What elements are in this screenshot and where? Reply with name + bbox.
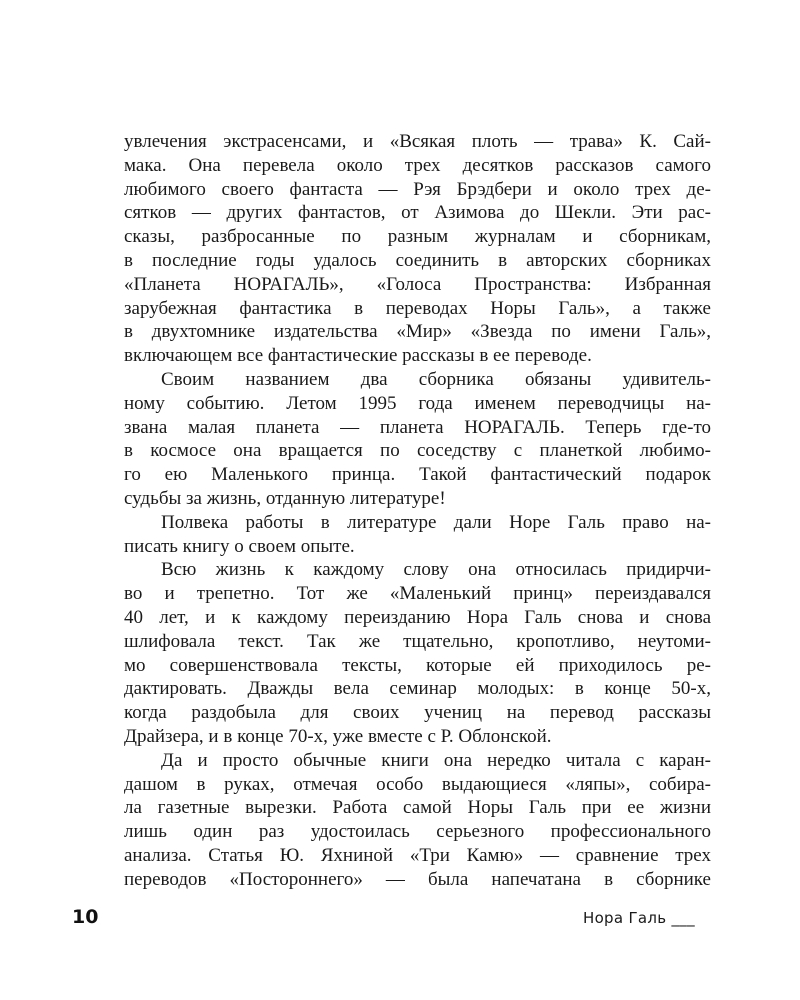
text-line: мака. Она перевела около трех десятков рассказов самого	[124, 154, 711, 176]
text-line: дактировать. Дважды вела семинар молодых: в конце 50-х,	[124, 678, 711, 700]
body-text	[124, 130, 711, 892]
text-line: включающем все фантастические рассказы в ее переводе.	[124, 345, 592, 367]
text-line: Своим названием два сборника обязаны удивитель-	[161, 368, 711, 390]
text-line: шлифовала текст. Так же тщательно, кропотливо, неутоми-	[124, 630, 711, 652]
text-line: 40 лет, и к каждому переизданию Нора Галь снова и снова	[124, 606, 711, 628]
text-line: сказы, разбросанные по разным журналам и сборникам,	[124, 226, 711, 248]
text-line: ному событию. Летом 1995 года именем переводчицы на-	[124, 392, 711, 414]
text-line: во и трепетно. Тот же «Маленький принц» переиздавался	[124, 583, 711, 605]
text-line: го ею Маленького принца. Такой фантастический подарок	[124, 464, 711, 486]
text-line: писать книгу о своем опыте.	[124, 535, 355, 557]
text-line: судьбы за жизнь, отданную литературе!	[124, 487, 446, 509]
text-line: в двухтомнике издательства «Мир» «Звезда по имени Галь»,	[124, 321, 711, 343]
page-number: 10	[72, 906, 99, 928]
running-head: Нора Галь ___	[583, 909, 695, 927]
text-line: «Планета НОРАГАЛЬ», «Голоса Пространства: Избранная	[124, 273, 711, 295]
text-line: Полвека работы в литературе дали Норе Галь право на-	[161, 511, 711, 533]
text-line: Драйзера, и в конце 70-х, уже вместе с Р. Облонской.	[124, 725, 552, 747]
text-line: сятков — других фантастов, от Азимова до Шекли. Эти рас-	[124, 202, 711, 224]
text-line: Да и просто обычные книги она нередко читала с каран-	[161, 749, 711, 771]
text-line: увлечения экстрасенсами, и «Всякая плоть — трава» К. Сай-	[124, 131, 711, 152]
text-line: в космосе она вращается по соседству с планеткой любимо-	[124, 440, 711, 462]
text-line: переводов «Постороннего» — была напечатана в сборнике	[124, 868, 711, 890]
text-line: любимого своего фантаста — Рэя Брэдбери и около трех де-	[124, 178, 711, 200]
text-line: когда раздобыла для своих учениц на перевод рассказы	[124, 702, 711, 724]
text-line: анализа. Статья Ю. Яхниной «Три Камю» — сравнение трех	[124, 844, 711, 866]
text-line: мо совершенствовала тексты, которые ей приходилось ре-	[124, 654, 711, 676]
text-line: зарубежная фантастика в переводах Норы Галь», а также	[124, 297, 711, 319]
text-line: Всю жизнь к каждому слову она относилась придирчи-	[161, 559, 711, 581]
text-line: в последние годы удалось соединить в авторских сборниках	[124, 249, 711, 271]
text-line: лишь один раз удостоилась серьезного профессионального	[124, 821, 711, 843]
text-line: звана малая планета — планета НОРАГАЛЬ. Теперь где-то	[124, 416, 711, 438]
text-line: ла газетные вырезки. Работа самой Норы Галь при ее жизни	[124, 797, 711, 819]
text-line: дашом в руках, отмечая особо выдающиеся «ляпы», собира-	[124, 773, 711, 795]
